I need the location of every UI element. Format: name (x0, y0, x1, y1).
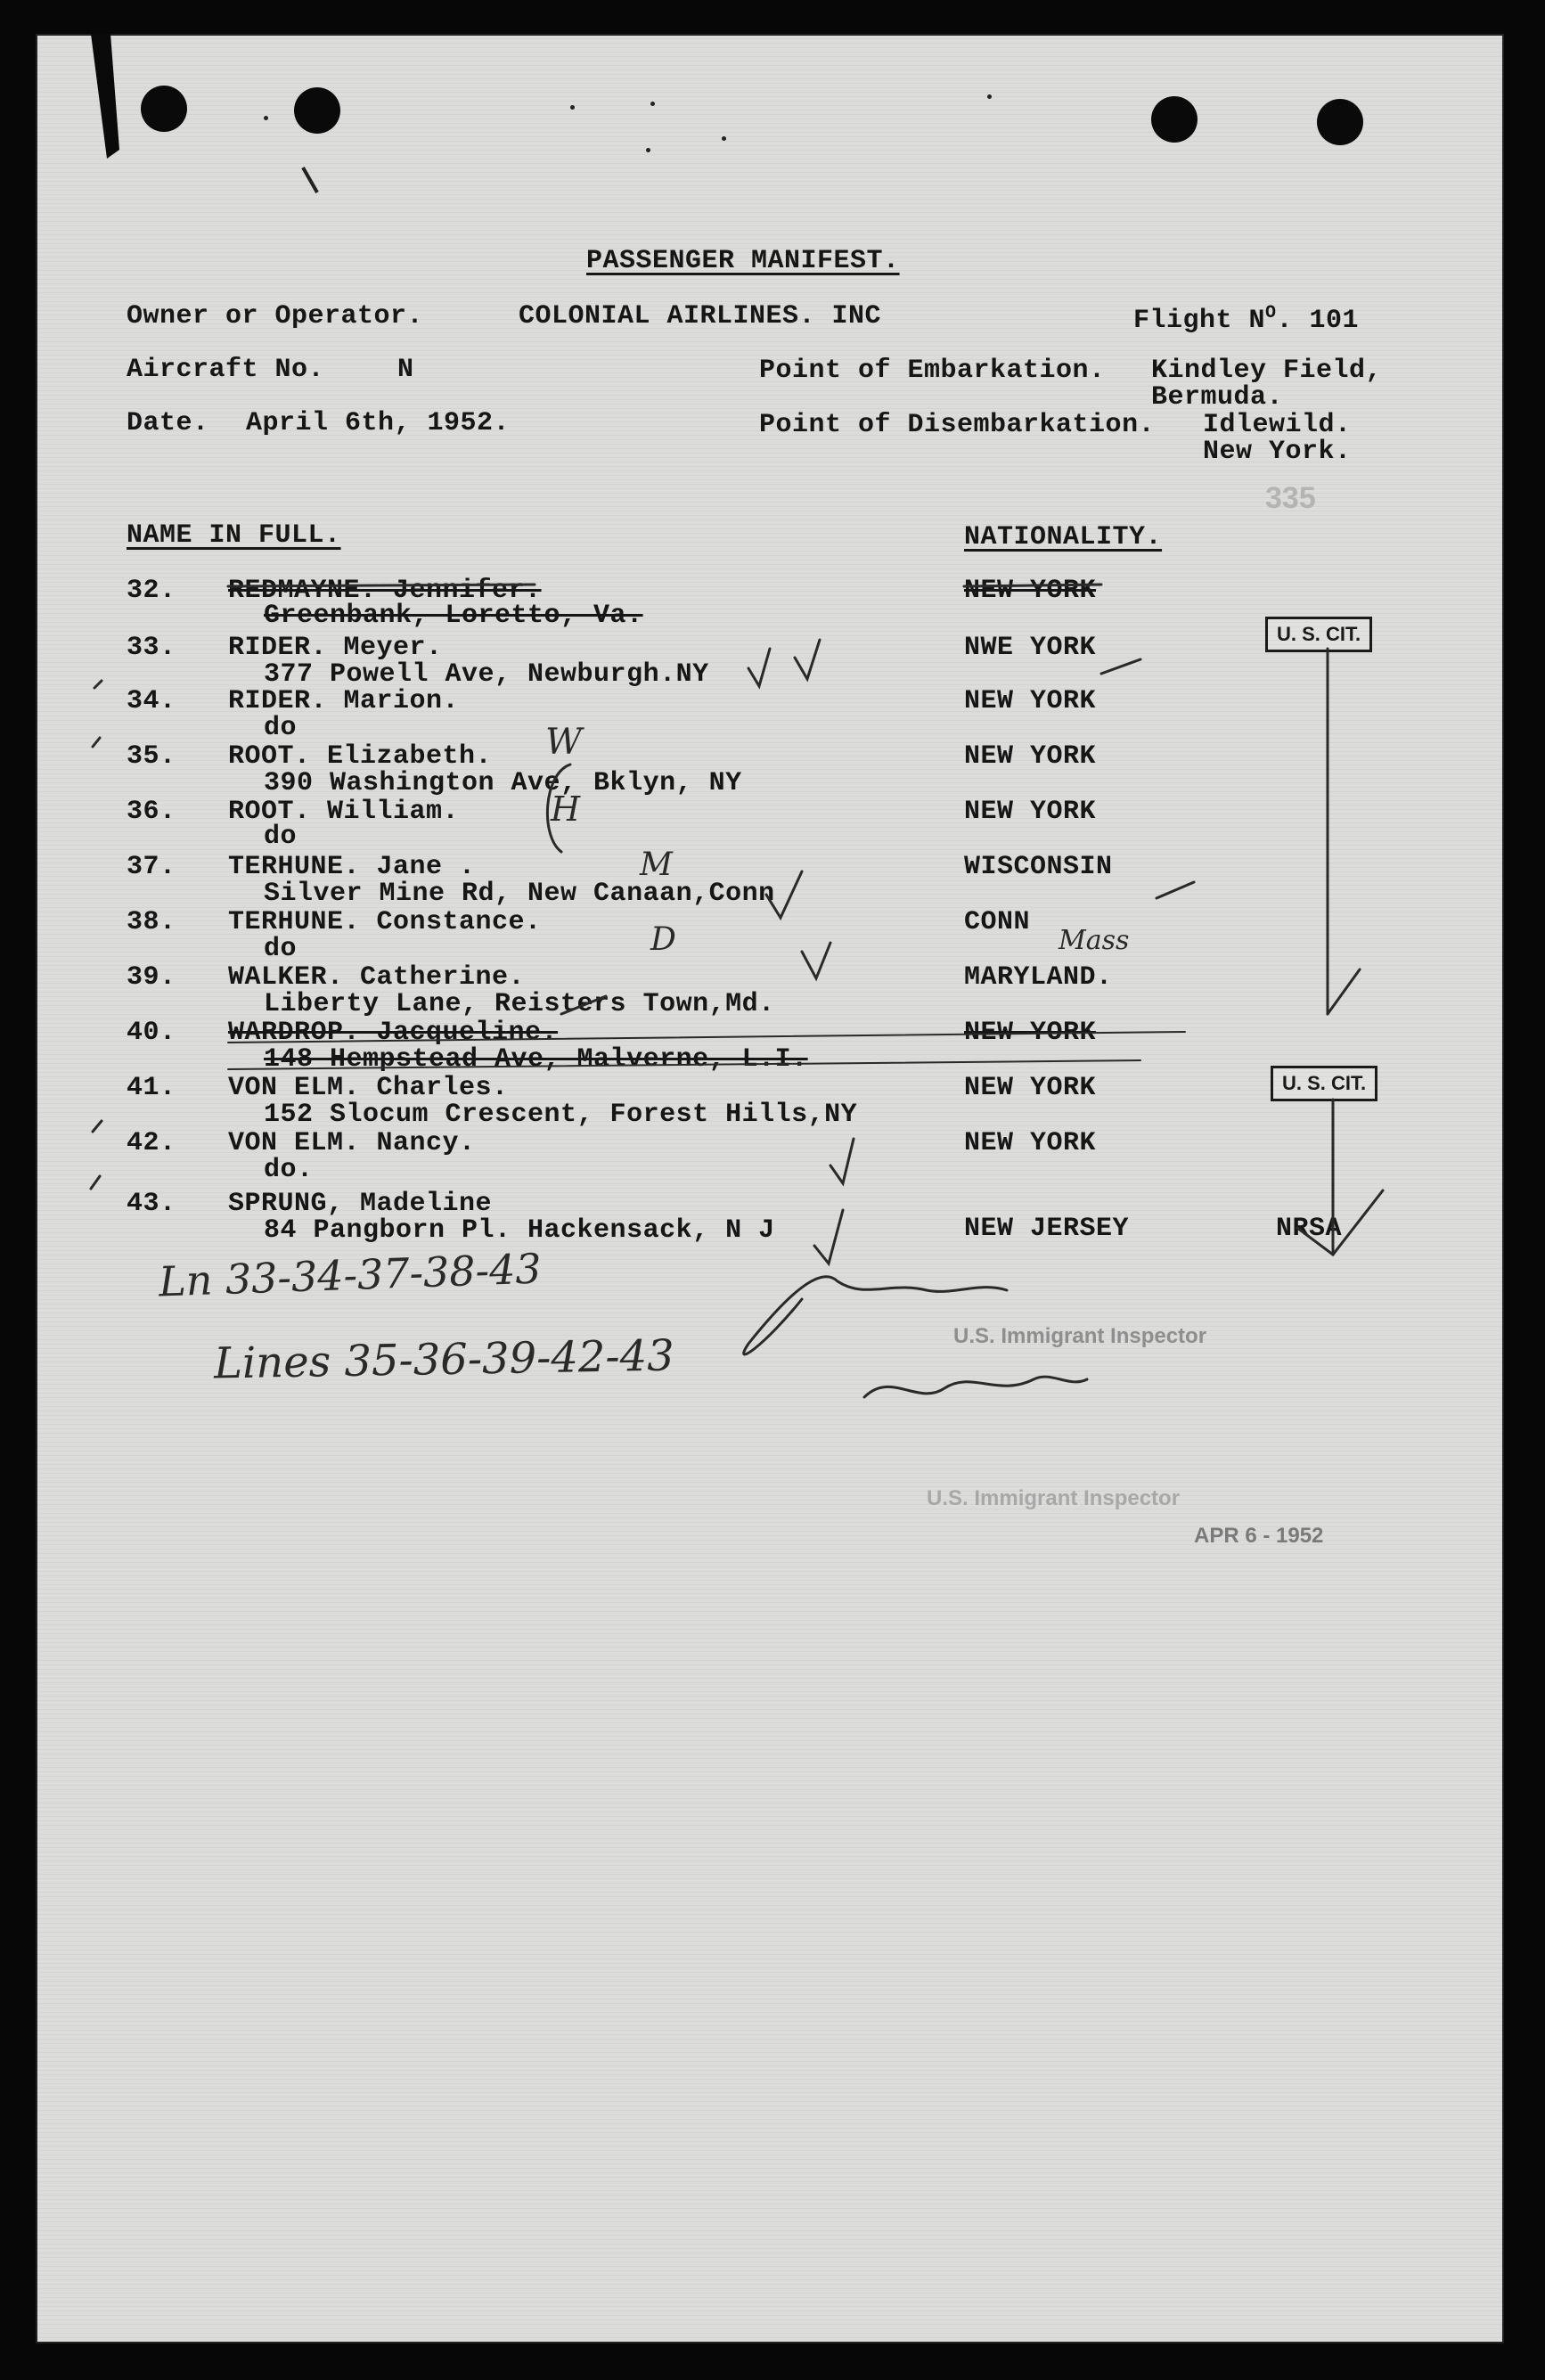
checkmark (814, 1210, 843, 1264)
passenger-nationality: NEW YORK (964, 1073, 1097, 1103)
passenger-address: do (264, 713, 298, 743)
page-number-stamp: 335 (1265, 481, 1316, 515)
passenger-nationality: NWE YORK (964, 633, 1097, 663)
inspector-stamp: U.S. Immigrant Inspector (953, 1324, 1207, 1348)
passenger-address: do (264, 934, 298, 964)
flight-label-sup: O (1265, 303, 1277, 323)
passenger-name: ROOT. Elizabeth. (228, 741, 493, 772)
handwritten-mass: Mass (1059, 925, 1130, 956)
checkmark (802, 943, 830, 978)
strike-line (228, 585, 535, 586)
bracket (547, 765, 570, 852)
date-stamp: APR 6 - 1952 (1194, 1524, 1324, 1548)
handwritten-line-list-1: Ln 33-34-37-38-43 (158, 1244, 543, 1306)
checkmark (766, 871, 802, 918)
row-number: 33. (127, 633, 176, 663)
manifest-page (36, 34, 1504, 2343)
strike-hatching (228, 1032, 1185, 1043)
handwritten-m: M (640, 846, 673, 883)
passenger-name: SPRUNG, Madeline (228, 1189, 493, 1219)
passenger-name: RIDER. Marion. (228, 686, 460, 716)
passenger-name: VON ELM. Charles. (228, 1073, 509, 1103)
page-title: PASSENGER MANIFEST. (586, 246, 900, 276)
strike-hatching (228, 1060, 1140, 1069)
us-citizen-stamp: U. S. CIT. (1265, 617, 1372, 652)
passenger-nationality: NEW JERSEY (964, 1214, 1130, 1244)
column-header-name: NAME IN FULL. (127, 520, 341, 551)
passenger-address: do (264, 822, 298, 852)
passenger-name: VON ELM. Nancy. (228, 1128, 476, 1158)
margin-tick (91, 1176, 100, 1189)
disembark-value-1: Idlewild. (1203, 410, 1352, 440)
margin-tick (94, 681, 102, 688)
row-number: 37. (127, 852, 176, 882)
passenger-name: ROOT. William. (228, 797, 460, 827)
signature (744, 1277, 1007, 1354)
row-number: 40. (127, 1018, 176, 1048)
disembark-value-2: New York. (1203, 437, 1352, 467)
small-mark (303, 168, 317, 192)
passenger-address: Greenbank, Loretto, Va. (264, 601, 643, 631)
date-label: Date. (127, 408, 209, 438)
passenger-address: Silver Mine Rd, New Canaan,Conn (264, 879, 775, 909)
inspector-stamp-faint: U.S. Immigrant Inspector (927, 1486, 1181, 1510)
passenger-address: do. (264, 1155, 314, 1185)
passenger-address: 377 Powell Ave, Newburgh.NY (264, 659, 709, 690)
us-citizen-stamp: U. S. CIT. (1271, 1066, 1377, 1101)
embark-label: Point of Embarkation. (759, 356, 1106, 386)
nrsa-stamp: NRSA (1276, 1214, 1343, 1244)
owner-value: COLONIAL AIRLINES. INC (519, 301, 882, 331)
disembark-label: Point of Disembarkation. (759, 410, 1156, 440)
strike-line (964, 585, 1101, 586)
row-number: 39. (127, 962, 176, 993)
handwritten-w: W (545, 722, 583, 763)
checkmark (830, 1139, 854, 1183)
passenger-name: REDMAYNE. Jennifer. (228, 576, 542, 606)
passenger-address: Liberty Lane, Reisters Town,Md. (264, 989, 775, 1019)
checkmark (795, 640, 820, 679)
checkmark (1101, 659, 1140, 674)
passenger-name: TERHUNE. Constance. (228, 907, 542, 937)
owner-label: Owner or Operator. (127, 301, 424, 331)
margin-tick (93, 1121, 102, 1132)
passenger-nationality: CONN (964, 907, 1031, 937)
date-value: April 6th, 1952. (246, 408, 511, 438)
passenger-name: WALKER. Catherine. (228, 962, 526, 993)
handwritten-d: D (650, 921, 676, 958)
aircraft-value: N (397, 355, 414, 385)
embark-value-2: Bermuda. (1151, 382, 1284, 413)
signature (864, 1377, 1087, 1397)
row-number: 41. (127, 1073, 176, 1103)
passenger-address: 152 Slocum Crescent, Forest Hills,NY (264, 1100, 858, 1130)
arrow-head (1328, 969, 1360, 1014)
passenger-nationality: NEW YORK (964, 1018, 1097, 1048)
passenger-address: 390 Washington Ave, Bklyn, NY (264, 768, 742, 798)
flight-label: Flight N (1133, 306, 1266, 336)
row-number: 36. (127, 797, 176, 827)
passenger-address: 84 Pangborn Pl. Hackensack, N J (264, 1215, 775, 1246)
margin-tick (93, 738, 100, 747)
aircraft-label: Aircraft No. (127, 355, 325, 385)
pen-marks (36, 34, 1504, 2343)
flight-value: . 101 (1276, 306, 1360, 336)
row-number: 32. (127, 576, 176, 606)
handwritten-h: H (551, 789, 581, 829)
checkmark (1157, 882, 1194, 898)
passenger-nationality: NEW YORK (964, 686, 1097, 716)
arrow-head (1297, 1190, 1383, 1255)
passenger-nationality: NEW YORK (964, 797, 1097, 827)
embark-value-1: Kindley Field, (1151, 356, 1383, 386)
column-header-nationality: NATIONALITY. (964, 522, 1163, 552)
passenger-name: TERHUNE. Jane . (228, 852, 476, 882)
binding-mark (91, 34, 119, 159)
row-number: 43. (127, 1189, 176, 1219)
checkmark (561, 996, 606, 1014)
row-number: 35. (127, 741, 176, 772)
row-number: 38. (127, 907, 176, 937)
handwritten-line-list-2: Lines 35-36-39-42-43 (213, 1330, 675, 1389)
row-number: 34. (127, 686, 176, 716)
passenger-address: 148 Hempstead Ave, Malverne, L.I. (264, 1044, 808, 1075)
passenger-nationality: MARYLAND. (964, 962, 1113, 993)
row-number: 42. (127, 1128, 176, 1158)
passenger-name: WARDROP. Jacqueline. (228, 1018, 559, 1048)
passenger-nationality: NEW YORK (964, 1128, 1097, 1158)
passenger-nationality: NEW YORK (964, 576, 1097, 606)
passenger-nationality: WISCONSIN (964, 852, 1113, 882)
passenger-nationality: NEW YORK (964, 741, 1097, 772)
passenger-name: RIDER. Meyer. (228, 633, 443, 663)
checkmark (748, 649, 770, 686)
